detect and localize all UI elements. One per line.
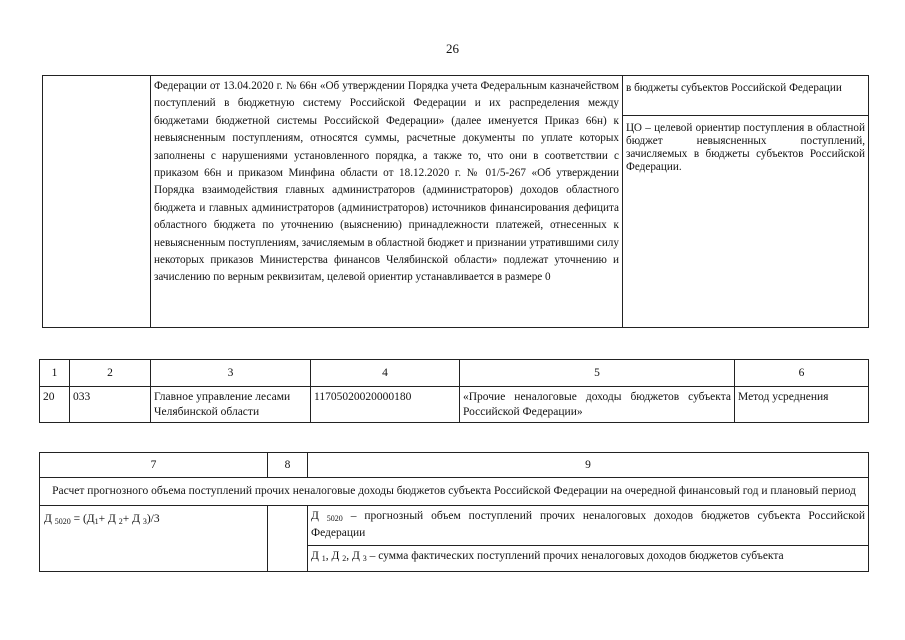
- forecast-definition: Д $_{5020}$ – прогнозный объем поступлений прочих неналоговых доходов бюджетов субъекта Российской Федерации: [311, 510, 866, 539]
- continuation-table: [42, 75, 869, 328]
- page-number: 26: [446, 41, 459, 56]
- col-header-7: 7: [40, 453, 268, 478]
- actual-receipts-definition-cell: [308, 546, 869, 572]
- admin-code: 033: [70, 387, 151, 423]
- empty-cell: [43, 76, 151, 328]
- table-row: [40, 387, 869, 423]
- formula-cell: [40, 506, 268, 572]
- kbk-code: 11705020020000180: [311, 387, 460, 423]
- col-header-2: 2: [70, 360, 151, 387]
- col-header-1: 1: [40, 360, 70, 387]
- calculation-table: [39, 452, 869, 572]
- calculation-title-text: Расчет прогнозного объема поступлений прочих неналоговые доходы бюджетов субъекта Российской Федерации на очередной финансовый год и плановый период: [52, 485, 856, 497]
- revenue-name: «Прочие неналоговые доходы бюджетов субъекта Российской Федерации»: [460, 387, 735, 423]
- target-definition-cell: [623, 116, 869, 328]
- empty-cell: [268, 506, 308, 572]
- actual-receipts-definition: Д $_1$, Д $_2$, Д $_3$ – сумма фактических поступлений прочих неналоговых доходов бюджетов субъекта: [311, 550, 784, 563]
- col-header-8: 8: [268, 453, 308, 478]
- forecast-method: Метод усреднения: [735, 387, 869, 423]
- row-number: 20: [40, 387, 70, 423]
- formula: Д $_{5020} = (Д_1+ Д$ $_2$+ Д $_3$)/3: [44, 513, 160, 526]
- col-header-4: 4: [311, 360, 460, 387]
- header-row: [40, 453, 869, 478]
- col-header-3: 3: [151, 360, 311, 387]
- budget-label-text: в бюджеты субъектов Российской Федерации: [626, 82, 842, 94]
- method-description-text: Федерации от 13.04.2020 г. № 66н «Об утверждении Порядка учета Федеральным казначейством поступлений в бюджетную систему Российской Федерации и их распределения между бюджетами бюджетной системы Российской Федерации» (далее именуется Приказ 66н) к невыясненным поступлениям, относятся суммы, расчетные документы по уплате которых заполнены с нарушениями установленного порядка, а также то, что они в соответствии с приказом 66н и приказом Минфина области от 18.12.2020 г. № 01/5-267 «Об утверждении Порядка взаимодействия главных администраторов (администраторов) доходов областного бюджета и главных администраторов (администраторов) источников финансирования дефицита областного бюджета по уточнению (выяснению) принадлежности платежей, отнесенных к невыясненным поступлениям, зачисляемым в областной бюджет и признании утратившими силу некоторых приказов Министерства финансов Челябинской области» подлежат уточнению и зачислению по верным реквизитам, целевой ориентир устанавливается в размере 0: [154, 80, 619, 284]
- col-header-9: 9: [308, 453, 869, 478]
- target-definition-text: ЦО – целевой ориентир поступления в областной бюджет невыясненных поступлений, зачисляемых в бюджеты субъектов Российской Федерации.: [626, 122, 865, 173]
- header-row: [40, 360, 869, 387]
- calculation-title: [40, 478, 869, 506]
- revenue-row-table: [39, 359, 869, 423]
- method-description-cell: [151, 76, 623, 328]
- col-header-5: 5: [460, 360, 735, 387]
- admin-name: Главное управление лесами Челябинской области: [151, 387, 311, 423]
- forecast-definition-cell: [308, 506, 869, 546]
- budget-label-cell: [623, 76, 869, 116]
- col-header-6: 6: [735, 360, 869, 387]
